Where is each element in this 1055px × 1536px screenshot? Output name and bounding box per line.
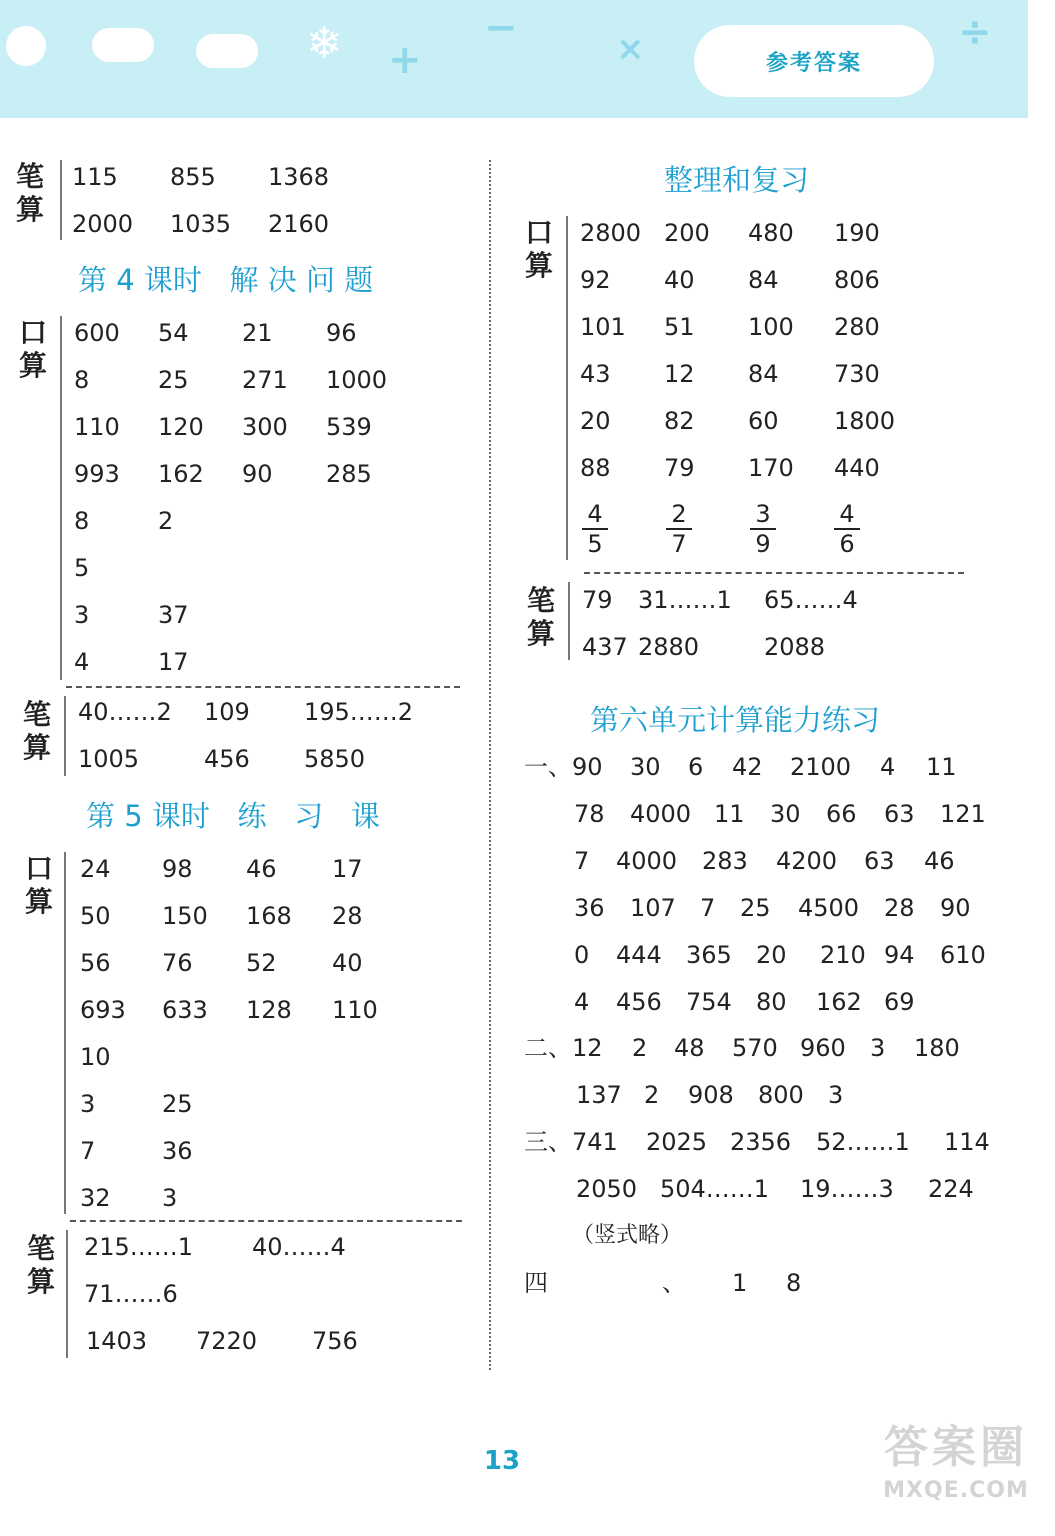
section-bar	[60, 160, 62, 240]
answer-value: 855	[170, 163, 216, 191]
answer-value: 170	[748, 454, 794, 482]
answer-value: 1368	[268, 163, 330, 191]
section-bar	[60, 316, 62, 680]
answer-value: 17	[332, 855, 363, 883]
answer-value: 4	[880, 753, 896, 781]
answer-value: 437	[582, 633, 628, 661]
answer-value: 1	[732, 1269, 748, 1297]
answer-value: 2800	[580, 219, 642, 247]
written-calc-label: 笔 算	[526, 584, 555, 650]
answer-value: 168	[246, 902, 292, 930]
circle-decoration-icon	[6, 26, 46, 66]
answer-value: 365	[686, 941, 732, 969]
vertical-form-omitted-note: （竖式略）	[572, 1223, 683, 1248]
answer-value: 69	[884, 988, 915, 1016]
answer-value: 84	[748, 360, 779, 388]
fraction-numerator: 3	[750, 500, 776, 530]
answer-value: 90	[242, 460, 273, 488]
answer-value: 210	[820, 941, 866, 969]
answer-value: 2	[644, 1081, 660, 1109]
answer-value: 162	[158, 460, 204, 488]
answer-value: 84	[748, 266, 779, 294]
answer-value: 4000	[616, 847, 678, 875]
answer-value: 300	[242, 413, 288, 441]
answer-value: 1035	[170, 210, 232, 238]
answer-value: 1403	[86, 1327, 148, 1355]
answer-value: 610	[940, 941, 986, 969]
answer-value: 5	[74, 554, 90, 582]
answer-value: 25	[158, 366, 189, 394]
section-separator	[66, 686, 460, 688]
written-calc-label: 笔 算	[26, 1232, 55, 1298]
section-bar	[566, 216, 568, 560]
times-icon: ×	[616, 29, 645, 69]
answer-value: 25	[162, 1090, 193, 1118]
fraction	[582, 500, 608, 558]
answer-value: 504……1	[660, 1175, 770, 1203]
answer-value: 3	[870, 1034, 886, 1062]
answer-value: 2100	[790, 753, 852, 781]
plus-icon: +	[388, 37, 422, 83]
page-number: 13	[483, 1446, 521, 1476]
answer-value: 90	[940, 894, 971, 922]
fraction-denominator: 7	[671, 530, 687, 558]
oral-calc-label: 口 算	[524, 216, 553, 282]
answer-value: 283	[702, 847, 748, 875]
answer-value: 730	[834, 360, 880, 388]
answer-value: 82	[664, 407, 695, 435]
answer-value: 2356	[730, 1128, 792, 1156]
answer-value: 7	[80, 1137, 96, 1165]
answer-value: 76	[162, 949, 193, 977]
watermark-url-text: MXQE.COM	[883, 1478, 1029, 1503]
answer-value: 2160	[268, 210, 330, 238]
written-calc-label: 笔 算	[15, 160, 44, 226]
review-title: 整理和复习	[664, 163, 810, 197]
answer-value: 7	[574, 847, 590, 875]
answer-value: 31……1	[638, 586, 732, 614]
answer-value: 30	[630, 753, 661, 781]
answer-value: 80	[756, 988, 787, 1016]
answer-value: 285	[326, 460, 372, 488]
cloud-icon	[92, 28, 154, 62]
answer-value: 806	[834, 266, 880, 294]
answer-value: 11	[926, 753, 957, 781]
answer-value: 0	[574, 941, 590, 969]
answer-value: 4000	[630, 800, 692, 828]
answer-value: 17	[158, 648, 189, 676]
answer-value: 63	[884, 800, 915, 828]
header-band	[0, 0, 1028, 118]
fraction-denominator: 5	[587, 530, 603, 558]
answer-value: 456	[204, 745, 250, 773]
answer-value: 101	[580, 313, 626, 341]
answer-value: 960	[800, 1034, 846, 1062]
answer-value: 二、12	[524, 1034, 603, 1062]
answer-value: 43	[580, 360, 611, 388]
answer-value: 20	[580, 407, 611, 435]
answer-value: 71……6	[84, 1280, 178, 1308]
answer-value: 480	[748, 219, 794, 247]
answer-value: 4200	[776, 847, 838, 875]
answer-value: 200	[664, 219, 710, 247]
answer-value: 100	[748, 313, 794, 341]
answer-value: 10	[80, 1043, 111, 1071]
answer-value: 109	[204, 698, 250, 726]
answer-value: 2050	[576, 1175, 638, 1203]
answer-value: 21	[242, 319, 273, 347]
answer-value: 215……1	[84, 1233, 194, 1261]
answer-value: 65……4	[764, 586, 858, 614]
answer-value: 110	[332, 996, 378, 1024]
answer-value: 190	[834, 219, 880, 247]
answer-value: 908	[688, 1081, 734, 1109]
rain-cloud-icon	[196, 34, 258, 68]
answer-value: 5850	[304, 745, 366, 773]
answer-value: 52	[246, 949, 277, 977]
answer-value: 570	[732, 1034, 778, 1062]
answer-value: 120	[158, 413, 204, 441]
answer-value: 51	[664, 313, 695, 341]
answer-value: 79	[582, 586, 613, 614]
section-separator	[70, 1220, 462, 1222]
answer-value: 94	[884, 941, 915, 969]
answer-value: 30	[770, 800, 801, 828]
lesson-5-title: 第 5 课时 练 习 课	[86, 799, 380, 833]
fraction	[834, 500, 860, 558]
answer-value: 800	[758, 1081, 804, 1109]
answer-value: 50	[80, 902, 111, 930]
fraction-numerator: 4	[834, 500, 860, 530]
answer-value: 2025	[646, 1128, 708, 1156]
answer-value: 137	[576, 1081, 622, 1109]
answer-value: 40……4	[252, 1233, 346, 1261]
answer-value: 115	[72, 163, 118, 191]
answer-value: 92	[580, 266, 611, 294]
answer-value: 40……2	[78, 698, 172, 726]
answer-value: 162	[816, 988, 862, 1016]
answer-value: 三、741	[524, 1128, 618, 1156]
answer-value: 79	[664, 454, 695, 482]
answer-value: 693	[80, 996, 126, 1024]
answer-key-label: 参考答案	[765, 50, 862, 76]
divide-icon: ÷	[958, 9, 992, 55]
answer-value: 32	[80, 1184, 111, 1212]
answer-value: 110	[74, 413, 120, 441]
fraction-numerator: 2	[666, 500, 692, 530]
answer-value: 46	[924, 847, 955, 875]
answer-value: 25	[740, 894, 771, 922]
section-bar	[64, 696, 66, 776]
answer-value: 195……2	[304, 698, 414, 726]
answer-value: 37	[158, 601, 189, 629]
answer-value: 993	[74, 460, 120, 488]
answer-value: 271	[242, 366, 288, 394]
answer-value: 756	[312, 1327, 358, 1355]
answer-value: 63	[864, 847, 895, 875]
answer-value: 440	[834, 454, 880, 482]
answer-value: 1000	[326, 366, 388, 394]
answer-value: 36	[574, 894, 605, 922]
written-calc-label: 笔 算	[22, 698, 51, 764]
answer-value: 一、90	[524, 753, 603, 781]
answer-value: 180	[914, 1034, 960, 1062]
snowflake-icon: ❄	[306, 18, 343, 69]
answer-value: 1800	[834, 407, 896, 435]
answer-value: 121	[940, 800, 986, 828]
answer-value: 128	[246, 996, 292, 1024]
answer-value: 4	[74, 648, 90, 676]
answer-value: 539	[326, 413, 372, 441]
answer-value: 20	[756, 941, 787, 969]
answer-value: 7220	[196, 1327, 258, 1355]
answer-value: 54	[158, 319, 189, 347]
answer-value: 114	[944, 1128, 990, 1156]
answer-value: 28	[332, 902, 363, 930]
answer-value: 3	[80, 1090, 96, 1118]
answer-value: 3	[828, 1081, 844, 1109]
oral-calc-label: 口 算	[18, 316, 47, 382]
answer-value: 2000	[72, 210, 134, 238]
answer-value: 2	[158, 507, 174, 535]
answer-value: 107	[630, 894, 676, 922]
answer-value: 11	[714, 800, 745, 828]
answer-value: 1005	[78, 745, 140, 773]
answer-value: 2880	[638, 633, 700, 661]
answer-value: 88	[580, 454, 611, 482]
column-divider	[489, 160, 491, 1370]
answer-value: 19……3	[800, 1175, 894, 1203]
answer-value: 4500	[798, 894, 860, 922]
answer-value: 456	[616, 988, 662, 1016]
answer-value: 150	[162, 902, 208, 930]
answer-value: 46	[246, 855, 277, 883]
oral-calc-label: 口 算	[24, 852, 53, 918]
section-bar	[64, 852, 66, 1214]
answer-value: 28	[884, 894, 915, 922]
answer-value: 24	[80, 855, 111, 883]
answer-key-badge	[694, 25, 934, 97]
answer-value: 60	[748, 407, 779, 435]
answer-value: 3	[74, 601, 90, 629]
answer-value: 40	[332, 949, 363, 977]
watermark-logo-text: 答案圈	[884, 1422, 1028, 1473]
answer-value: 3	[162, 1184, 178, 1212]
answer-value: 7	[700, 894, 716, 922]
answer-value: 36	[162, 1137, 193, 1165]
answer-value: 、	[662, 1269, 686, 1297]
answer-value: 四	[524, 1269, 548, 1297]
answer-value: 8	[786, 1269, 802, 1297]
answer-value: 224	[928, 1175, 974, 1203]
answer-value: 2088	[764, 633, 826, 661]
answer-value: 8	[74, 366, 90, 394]
answer-value: 78	[574, 800, 605, 828]
minus-icon: −	[484, 5, 518, 51]
fraction-denominator: 6	[839, 530, 855, 558]
lesson-4-title: 第 4 课时 解 决 问 题	[78, 263, 374, 297]
fraction-denominator: 9	[755, 530, 771, 558]
answer-value: 42	[732, 753, 763, 781]
section-bar	[66, 1230, 68, 1358]
answer-value: 12	[664, 360, 695, 388]
answer-value: 40	[664, 266, 695, 294]
unit-6-title: 第六单元计算能力练习	[590, 703, 881, 737]
answer-value: 4	[574, 988, 590, 1016]
answer-value: 8	[74, 507, 90, 535]
site-watermark-logo	[868, 1420, 1044, 1530]
answer-value: 52……1	[816, 1128, 910, 1156]
answer-value: 600	[74, 319, 120, 347]
section-separator	[584, 572, 964, 574]
fraction	[750, 500, 776, 558]
answer-value: 56	[80, 949, 111, 977]
answer-value: 96	[326, 319, 357, 347]
answer-value: 280	[834, 313, 880, 341]
answer-value: 48	[674, 1034, 705, 1062]
answer-value: 754	[686, 988, 732, 1016]
answer-value: 98	[162, 855, 193, 883]
answer-value: 444	[616, 941, 662, 969]
fraction-numerator: 4	[582, 500, 608, 530]
answer-value: 633	[162, 996, 208, 1024]
answer-value: 66	[826, 800, 857, 828]
fraction	[666, 500, 692, 558]
answer-value: 2	[632, 1034, 648, 1062]
section-bar	[568, 582, 570, 660]
answer-value: 6	[688, 753, 704, 781]
